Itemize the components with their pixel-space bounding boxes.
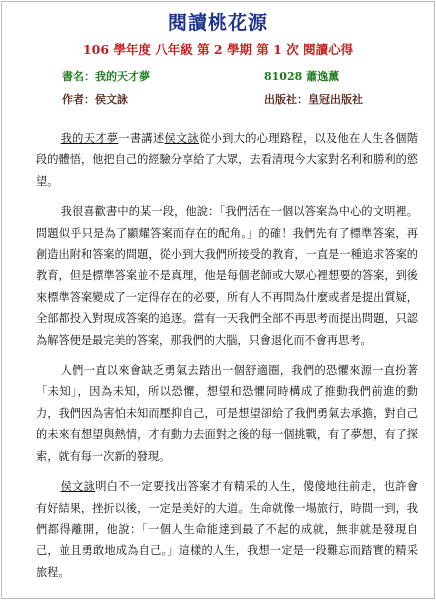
paragraph-text: 一書講述	[118, 132, 165, 145]
paragraph-text: 明白不一定要找出答案才有精采的人生，傻傻地往前走，也許會有好結果，挫折以後，一定是美好的大道。生命就像一場旅行，時間一到，我們都得離開，他說：「一個人生命能達到最了不起的成就，無非就是發現自己，並且勇敢地成為自己。」這樣的人生，我想一定是一段難忘而踏實的精采旅程。	[36, 480, 418, 579]
author-ref: 侯文詠	[60, 480, 96, 494]
paragraph-text: 從小到大的心理路程，以及他在人生各個階段的體悟，他把自己的經驗分享給了大眾，去看清現今大家對名利和勝利的慾望。	[36, 132, 418, 188]
paragraph-2: 我很喜歡書中的某一段，他說：「我們活在一個以答案為中心的文明裡。問題似乎只是為了顯耀答案而存在的配角。」的確！我們先有了標準答案，再創造出附和答案的問題，從小到大我們所接受的教育，一直是一種追求答案的教育，但是標準答案並不是真理，他是每個老師或大眾心裡想要的答案，到後來標準答案變成了一定得存在的必要，所有人不再問為什麼或者是提出質疑，全部都投入對現成答案的追逐。當有一天我們全部不再思考而提出問題，只認為解答便是最完美的答案，那我們的大腦，只會退化而不會再思考。	[36, 205, 418, 347]
page-title: 閱讀桃花源	[167, 12, 268, 34]
author-field: 作者：侯文詠	[62, 93, 128, 106]
publisher-field: 出版社：皇冠出版社	[264, 93, 363, 106]
student-id-name: 81028 蕭逸薰	[264, 70, 340, 83]
document-page	[1, 1, 435, 599]
author-ref: 侯文詠	[164, 132, 200, 145]
paragraph-4	[36, 476, 418, 583]
page-subtitle: 106 學年度 八年級 第 2 學期 第 1 次 閱讀心得	[82, 42, 354, 57]
paragraph-3: 人們一直以來會缺乏勇氣去踏出一個舒適圈，我們的恐懼來源一直扮著「未知」，因為未知，所以恐懼，想望和恐懼同時構成了推動我們前進的動力，我們因為害怕未知而壓抑自己，可是想望卻給了我們勇氣去承擔，對自己的未來有想望與熱情，才有動力去面對之後的每一個挑戰，有了夢想，有了探索，就有每一次新的發現。	[36, 364, 418, 463]
book-title-ref: 我的天才夢	[60, 132, 119, 145]
paragraph-1	[36, 128, 418, 192]
book-title-field: 書名：我的天才夢	[62, 70, 150, 83]
essay-body	[36, 128, 418, 592]
